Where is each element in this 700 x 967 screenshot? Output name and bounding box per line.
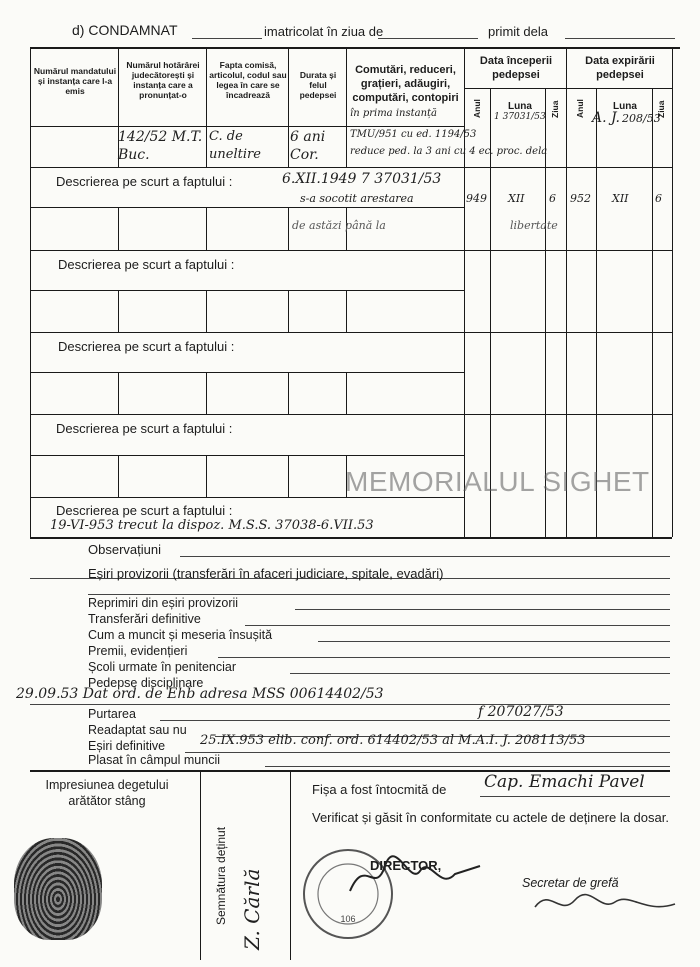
row2-exp-ziua: 6 [655,192,662,205]
col-header-mandat: Numărul mandatului și instanța care l-a emis [33,66,117,96]
header-expirarii-ziua: Ziua [656,100,666,118]
lower-sep-1 [118,207,119,250]
row1-bottom [30,167,672,168]
col-sep-4 [346,47,347,167]
descriere-label-4: Descrierea pe scurt a faptului : [56,421,233,436]
scoli-line [290,673,670,674]
purtarea-hw: f 207027/53 [478,704,564,720]
descriere-label-5: Descrierea pe scurt a faptului : [56,503,233,518]
row2-libertate: libertate [510,219,558,232]
lower-sep-2 [206,207,207,250]
imatriculat-label: imatricolat în ziua de [264,24,384,39]
header-inceperii-ziua: Ziua [550,100,560,118]
fisa-intocmita-hw: Cap. Emachi Pavel [484,772,645,792]
col-header-hotarare: Numărul hotărârei judecătorești și instanța care a pronunțat-o [126,60,200,100]
line-cum-a-muncit: Cum a muncit și meseria însușită [88,628,273,642]
col-header-comutari: Comutări, reduceri, grațieri, adăugiri, computări, contopiri [352,64,459,104]
plasat-line [265,766,670,767]
header-bottom [30,126,464,127]
line-readaptat: Readaptat sau nu [88,723,187,737]
desc3-bottom [30,372,464,373]
fingerprint [14,838,102,940]
lower-sep-7 [288,290,289,332]
observatiuni-label: Observațiuni [88,542,161,557]
lower-sep-6 [206,290,207,332]
descriere-label-1: Descrierea pe scurt a faptului : [56,174,233,189]
stamp-number: 106 [340,914,356,924]
detinut-signature: Z. Cărlă [240,868,264,950]
line-premii: Premii, evidențieri [88,644,188,658]
footer-sep-2 [290,770,291,960]
impresiunea-label: Impresiunea degetului arătător stâng [45,778,169,808]
row1-expirarii-anul: A. J. [592,110,620,126]
fisa-line [480,796,670,797]
col-sep-2 [206,47,207,167]
lower-sep-13 [118,455,119,497]
line-scoli: Școli urmate în penitenciar [88,660,236,674]
primit-line [565,38,675,39]
row1-inceperii-luna: 1 37031/53 [494,112,546,122]
row1-comutari-b: TMU/951 cu ed. 1194/53 [350,129,477,140]
desc1-text-2: s-a socotit arestarea [300,192,414,205]
descriere-label-2: Descrierea pe scurt a faptului : [58,257,235,272]
lower-sep-9 [118,372,119,414]
secretar-label: Secretar de grefă [522,876,619,890]
desc1-bottom [30,207,464,208]
row1-hotarare: 142/52 M.T. Buc. [118,129,203,163]
imatriculat-line [378,38,478,39]
col-sep-6 [566,47,567,537]
line-reprimiri: Reprimiri din eșiri provizorii [88,596,239,610]
pedepse-line [30,704,670,705]
lower-sep-11 [288,372,289,414]
verificat-text: Verificat și găsit în conformitate cu actele de deținere la dosar. [312,810,669,825]
row2-exp-anul: 952 [570,192,591,205]
watermark: MEMORIALUL SIGHET [345,466,650,497]
row2-inc-ziua: 6 [549,192,556,205]
condamnat-label: d) CONDAMNAT [72,22,178,38]
blank-line-2 [88,594,670,595]
semnatura-label: Semnătura deținut [214,826,228,925]
header-data-inceperii: Data începerii pedepsei [479,55,553,81]
transferari-line [245,625,670,626]
line-pedepse: Pedepse disciplinare [88,676,204,690]
lower-sep-3 [288,207,289,250]
desc4-bottom [30,455,464,456]
row2-exp-luna: XII [612,192,629,205]
row1-comutari-c: reduce ped. la 3 ani cu 4 ec. proc. dela [350,146,548,157]
header-data-expirarii: Data expirării pedepsei [585,55,655,81]
table-right-border [672,47,673,537]
date-sep-d [652,88,653,537]
observatiuni-line [180,556,670,557]
director-label: DIRECTOR, [370,858,442,873]
line-transferari: Transferări definitive [88,612,201,626]
muncit-line [318,641,670,642]
footer-sep-1 [200,770,201,960]
lower-sep-12 [346,372,347,414]
lower-sep-5 [118,290,119,332]
header-inceperii-luna: Luna [508,101,532,112]
row2-inc-anul: 949 [466,192,487,205]
row1-fapta: C. de uneltire [209,129,261,162]
header-inceperii-anul: Anul [472,99,482,118]
director-signature [340,846,490,906]
lower-sep-14 [206,455,207,497]
table-left-border [30,47,31,537]
line-purtarea: Purtarea [88,707,136,721]
lower-sep-10 [206,372,207,414]
header-expirarii-luna: Luna [613,101,637,112]
col-header-durata: Durata și felul pedepsei [299,70,337,100]
desc1-text: 6.XII.1949 7 37031/53 [282,171,442,187]
line-plasat: Plasat în câmpul muncii [88,753,221,767]
lower-sep-8 [346,290,347,332]
row1-durata: 6 ani Cor. [290,129,326,163]
row1-expirarii-luna: 208/53 [622,112,661,125]
condamnat-line [192,38,262,39]
pedepse-hw: 29.09.53 Dat ord. de Ehb adresa MSS 00614402/53 [16,686,384,702]
row2-inc-luna: XII [508,192,525,205]
reprimiri-line [295,609,670,610]
line-esiri-provizorii: Eșiri provizorii (transferări în afaceri judiciare, spitale, evadări) [88,566,444,581]
lower-sep-15 [288,455,289,497]
row2-bottom [30,250,672,251]
premii-line [218,657,670,658]
purtarea-line [160,720,670,721]
header-expirarii-anul: Anul [575,99,585,118]
row3-bottom [30,332,672,333]
desc5-text: 19-VI-953 trecut la dispoz. M.S.S. 37038-6.VII.53 [50,518,374,533]
col-header-fapta: Fapta comisă, articolul, codul sau legea în care se încadrează [209,60,287,100]
line-esiri-definitive: Eșiri definitive [88,739,166,753]
primit-label: primit dela [488,24,548,39]
col-sep-5 [464,47,465,537]
table-top-border [30,47,680,49]
desc1-text-3: de astăzi până la [292,219,386,232]
row1-comutari-a: în prima instanță [350,108,437,119]
row4-bottom [30,414,672,415]
table-bottom [30,537,672,539]
descriere-label-3: Descrierea pe scurt a faptului : [58,339,235,354]
date-header-sep [464,88,672,89]
desc2-bottom [30,290,464,291]
fisa-label: Fișa a fost întocmită de [312,782,447,797]
esiri-hw: 25.IX.953 elib. conf. ord. 614402/53 al M.A.I. J. 208113/53 [200,733,586,748]
secretar-signature [530,882,680,922]
esiri-line [185,752,670,753]
